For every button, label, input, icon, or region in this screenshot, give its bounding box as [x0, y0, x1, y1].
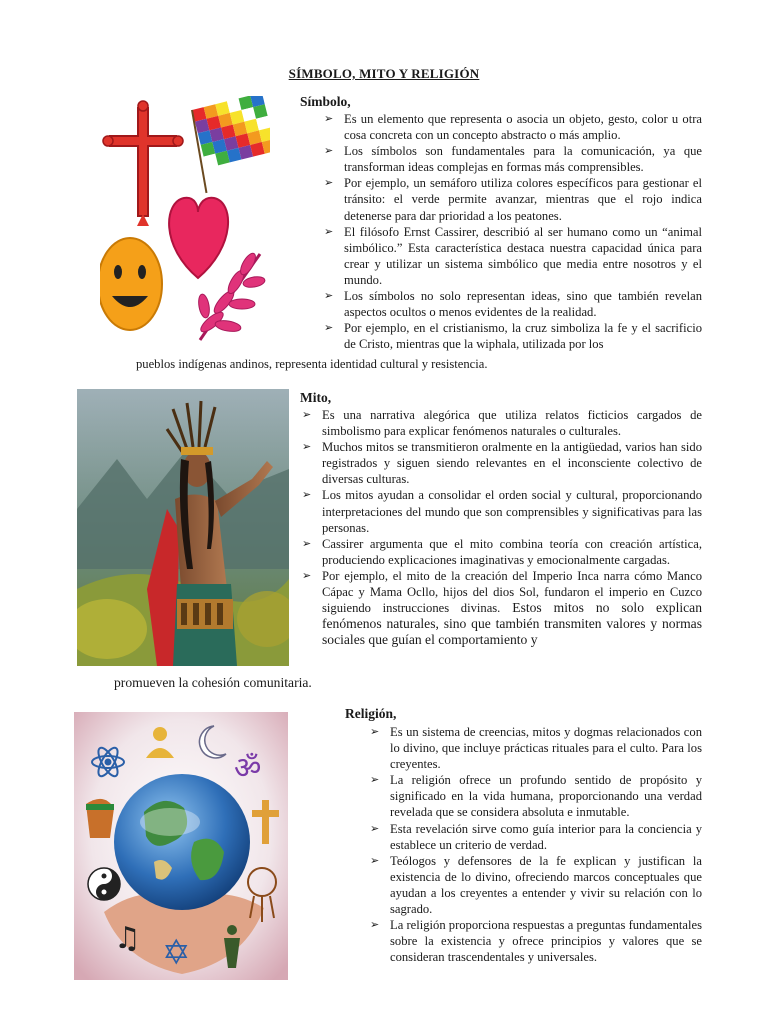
list-item: [300, 568, 702, 648]
list-item: ➢ El filósofo Ernst Cassirer, describió al ser humano como un “animal simbólico.” Esta característica destaca nuestra capacidad única para crear y utilizar un sistema simbólico que media entre nosotros y el mundo.: [322, 224, 702, 288]
list-item: ➢ Es un elemento que representa o asocia un objeto, gesto, color u otra cosa concreta con un concepto abstracto o más amplio.: [322, 111, 702, 143]
om-icon: ॐ: [234, 751, 262, 786]
simbolo-heading: Símbolo,: [300, 94, 351, 109]
religion-heading: Religión,: [345, 706, 397, 721]
list-item: ➢ Los símbolos son fundamentales para la comunicación, ya que transforman ideas complejas en formas más comprensibles.: [322, 143, 702, 175]
mito-heading: Mito,: [300, 390, 332, 405]
inca-warrior-photo: [77, 389, 289, 666]
star-of-david-icon: ✡: [162, 933, 191, 973]
mito-item-5: Por ejemplo, el mito de la creación del Imperio Inca narra cómo Manco Cápac y Mama Ocllo, hijos del dios Sol, fundaron el imperio en Cuzco siguiendo instrucciones divinas.: [322, 568, 702, 616]
list-item: ➢ La religión ofrece un profundo sentido de propósito y significado en la vida humana, proporcionando una verdad revelada que se considera absoluta e inmutable.: [368, 772, 702, 820]
list-item: ➢ Cassirer argumenta que el mito combina teoría con creación artística, produciendo explicaciones imaginativas y emocionalmente cargadas.: [300, 536, 702, 568]
list-item: ➢ Por ejemplo, en el cristianismo, la cruz simboliza la fe y el sacrificio de Cristo, mientras que la wiphala, utilizada por los: [322, 320, 702, 352]
simbolo-tail: pueblos indígenas andinos, representa identidad cultural y resistencia.: [136, 357, 488, 371]
list-item: ➢ Los símbolos no solo representan ideas, sino que también revelan aspectos ocultos o menos evidentes de la realidad.: [322, 288, 702, 320]
list-item: ➢ Esta revelación sirve como guía interior para la conciencia y establece un criterio de verdad.: [368, 821, 702, 853]
simbolo-list: [322, 111, 702, 352]
mito-tail: promueven la cohesión comunitaria.: [114, 675, 312, 690]
list-item: ➢ Teólogos y defensores de la fe explican y justifican la existencia de lo divino, ofreciendo marcos conceptuales que ayudan a los creyentes a entender y vivir su relación con lo sagrado.: [368, 853, 702, 917]
smiley-icon: [100, 238, 162, 330]
list-item: ➢ Los mitos ayudan a consolidar el orden social y cultural, proporcionando interpretaciones del mundo que son comprensibles y significativas para las personas.: [300, 487, 702, 535]
wiphala-flag-icon: [186, 96, 270, 193]
mito-item-5-continuation: Estos mitos no solo explican fenómenos naturales, sino que también transmiten valores y normas sociales que guían el comportamiento y: [322, 600, 702, 648]
face-icon: [86, 799, 114, 838]
list-item: ➢ Es una narrativa alegórica que utiliza relatos ficticios cargados de simbolismo para explicar fenómenos naturales o culturales.: [300, 407, 702, 439]
music-note-icon: ♫: [114, 921, 141, 956]
list-item: ➢ Es un sistema de creencias, mitos y dogmas relacionados con lo divino, que incluye prácticas rituales para el culto. Para los creyentes.: [368, 724, 702, 772]
list-item: ➢ La religión proporciona respuestas a preguntas fundamentales sobre la existencia y ofrece principios y valores que se consideran trascendentales y universales.: [368, 917, 702, 965]
symbols-illustration: [100, 96, 270, 346]
world-religions-globe-photo: [74, 712, 288, 980]
religion-list: [368, 724, 702, 965]
page-title: SÍMBOLO, MITO Y RELIGIÓN: [288, 66, 480, 81]
list-item: ➢ Por ejemplo, un semáforo utiliza colores específicos para gestionar el tránsito: el verde permite avanzar, mientras que el rojo indica detenerse para dar prioridad a los peatones.: [322, 175, 702, 223]
heart-icon: [169, 198, 228, 278]
yin-yang-icon: [88, 868, 120, 900]
list-item: ➢ Muchos mitos se transmitieron oralmente en la antigüedad, varios han sido registrados y siguen siendo relevantes en el inconsciente colectivo de diversas culturas.: [300, 439, 702, 487]
mito-list: [300, 407, 702, 648]
cross-icon: [103, 101, 183, 226]
